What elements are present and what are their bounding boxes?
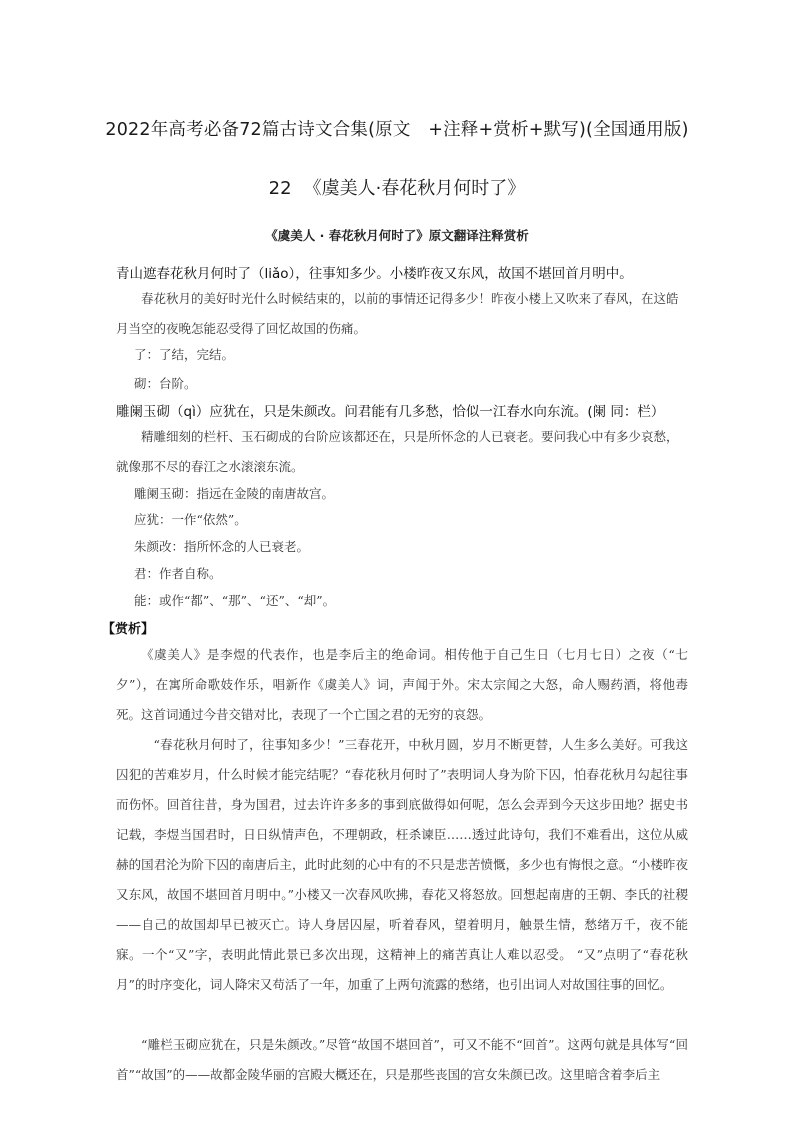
poem-title: 《虞美人·春花秋月何时了》 <box>303 178 526 199</box>
note-item: 应犹：一作“依然”。 <box>134 512 247 527</box>
note-item: 雕阑玉砌：指远在金陵的南唐故宫。 <box>134 486 335 501</box>
note-item: 了：了结，完结。 <box>134 347 235 362</box>
translation-1: 春花秋月的美好时光什么时候结束的，以前的事情还记得多少！昨夜小楼上又吹来了春风，在这皓月当空的夜晚怎能忍受得了回忆故国的伤痛。 <box>116 291 679 336</box>
note-item: 朱颜改：指所怀念的人已衰老。 <box>134 539 310 554</box>
appreciation-heading: 【赏析】 <box>102 622 155 637</box>
section-title: 《虞美人 · 春花秋月何时了》原文翻译注释赏析 <box>265 228 529 243</box>
verse-line-1: 青山遮春花秋月何时了（liǎo），往事知多少。小楼昨夜又东风，故国不堪回首月明中。 <box>116 266 633 282</box>
document-title: 2022年高考必备72篇古诗文合集(原文 +注释+赏析+默写)(全国通用版) <box>105 120 689 140</box>
appreciation-paragraph: “雕栏玉砌应犹在，只是朱颜改。”尽管“故国不堪回首”，可又不能不“回首”。这两句就是具体写“回首”“故国”的——故都金陵华丽的宫殿大概还在，只是那些丧国的宫女朱颜已改。这里暗含着李后主 <box>116 1037 688 1082</box>
poem-subtitle <box>0 174 794 200</box>
appreciation-paragraph: “春花秋月何时了，往事知多少！”三春花开，中秋月圆，岁月不断更替，人生多么美好。可我这囚犯的苦难岁月，什么时候才能完结呢？“春花秋月何时了”表明词人身为阶下囚，怕春花秋月勾起往事而伤怀。回首往昔，身为国君，过去许许多多的事到底做得如何呢，怎么会弄到今天这步田地？据史书记载，李煜当国君时，日日纵情声色，不理朝政，枉杀谏臣……透过此诗句，我们不难看出，这位从威赫的国君沦为阶下囚的南唐后主，此时此刻的心中有的不只是悲苦愤慨，多少也有悔恨之意。“小楼昨夜又东风，故国不堪回首月明中。”小楼又一次春风吹拂，春花又将怒放。回想起南唐的王朝、李氏的社稷——自己的故国却早已被灭亡。诗人身居囚屋，听着春风，望着明月，触景生情，愁绪万千，夜不能寐。一个“又”字，表明此情此景已多次出现，这精神上的痛苦真让人难以忍受。 “又”点明了“春花秋月”的时序变化，词人降宋又苟活了一年，加重了上两句流露的愁绪，也引出词人对故国往事的回忆。 <box>116 737 688 992</box>
note-item: 砌：台阶。 <box>134 376 197 391</box>
appreciation-paragraph: 《虞美人》是李煜的代表作，也是李后主的绝命词。相传他于自己生日（七月七日）之夜（“七夕”），在寓所命歌妓作乐，唱新作《虞美人》词，声闻于外。宋太宗闻之大怒，命人赐药酒，将他毒死。这首词通过今昔交错对比，表现了一个亡国之君的无穷的哀怨。 <box>116 647 688 722</box>
verse-line-2: 雕阑玉砌（qì）应犹在，只是朱颜改。问君能有几多愁，恰似一江春水向东流。(阑 同：栏） <box>116 404 665 420</box>
note-item: 能：或作“都”、“那”、“还”、“却”。 <box>134 593 336 608</box>
translation-2: 精雕细刻的栏杆、玉石砌成的台阶应该都还在，只是所怀念的人已衰老。要问我心中有多少哀愁，就像那不尽的春江之水滚滚东流。 <box>116 429 679 474</box>
note-item: 君：作者自称。 <box>134 566 222 581</box>
poem-number: 22 <box>268 178 292 199</box>
